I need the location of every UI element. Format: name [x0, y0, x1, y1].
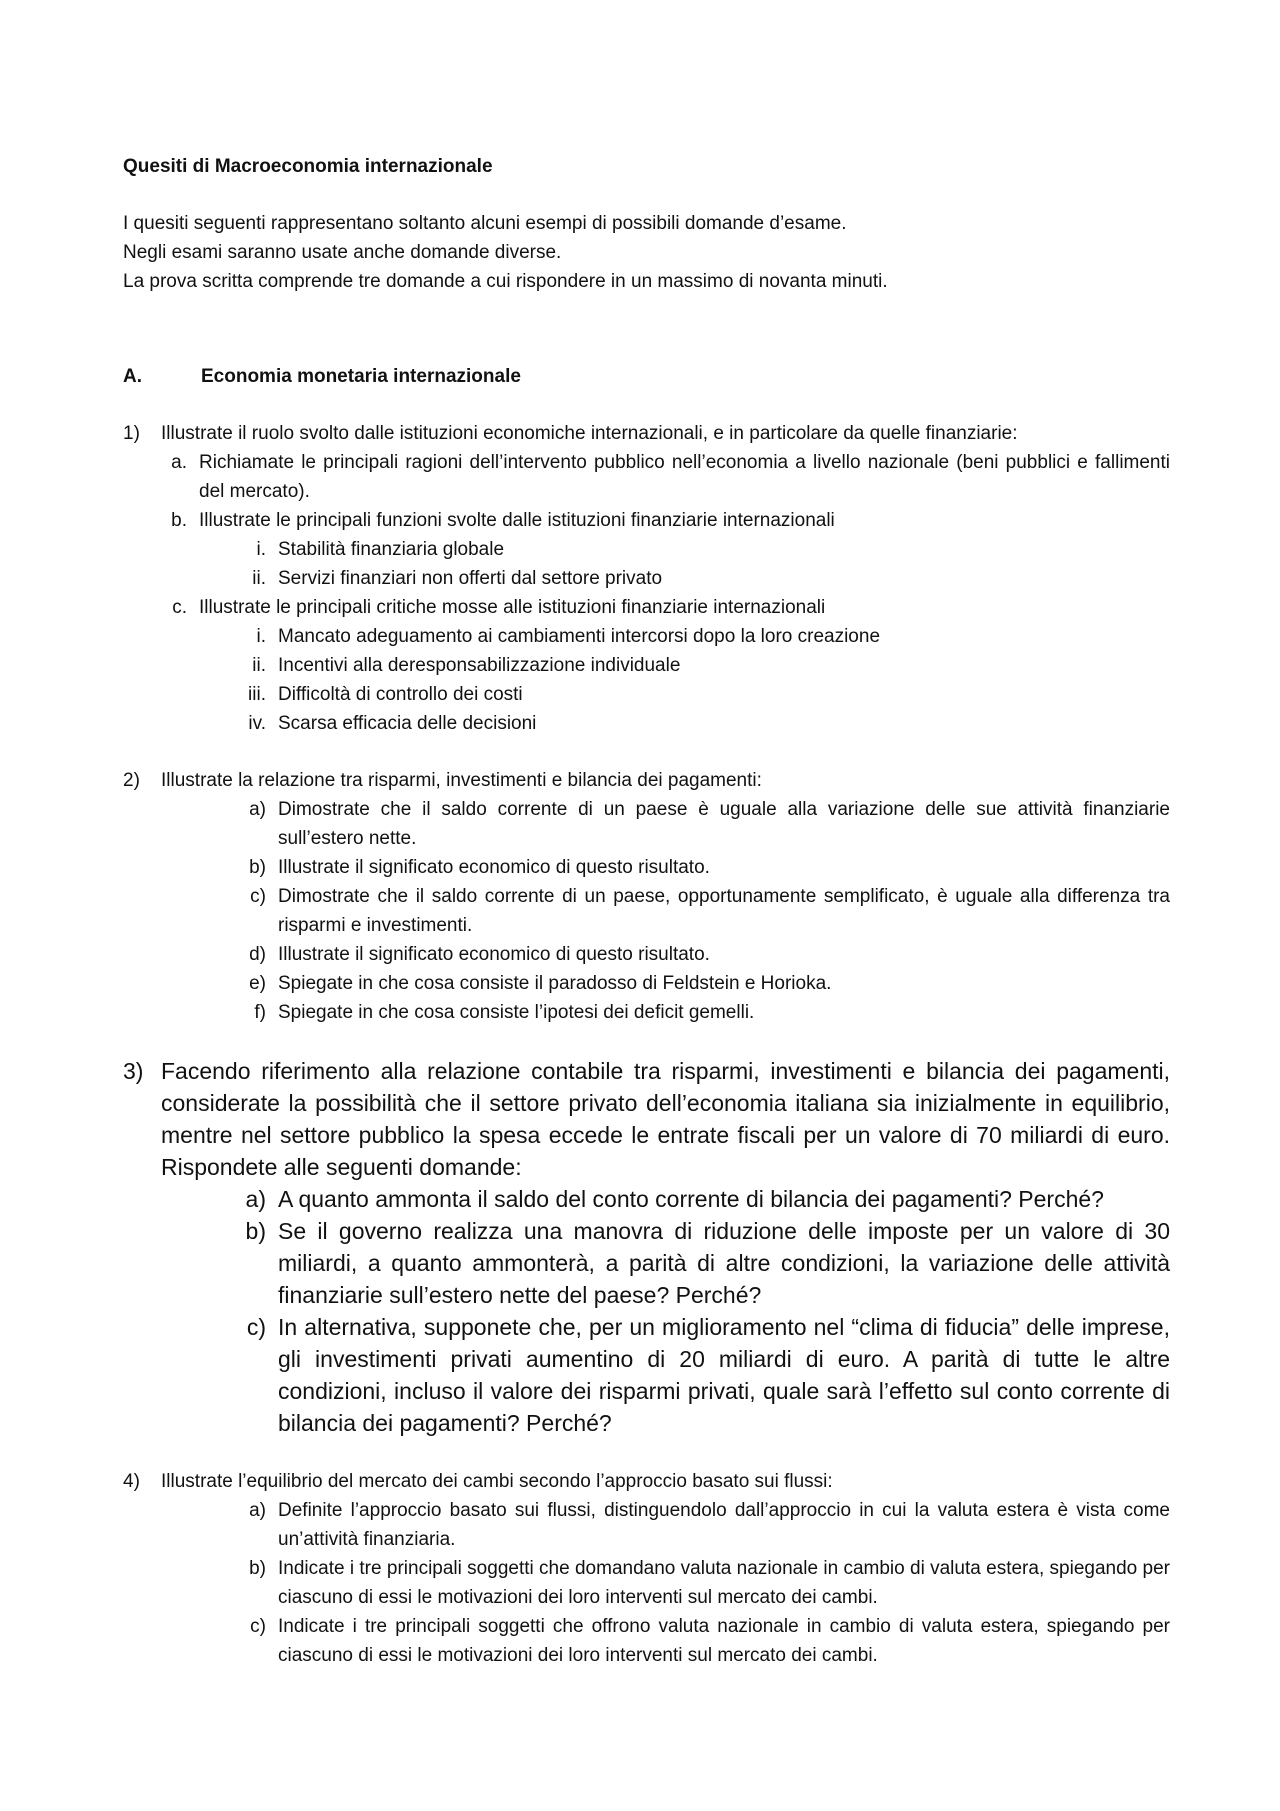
item-label: a) [249, 1500, 266, 1521]
question-text: Illustrate il ruolo svolto dalle istituzioni economiche internazionali, e in particolare da quelle finanziarie: [161, 423, 1018, 444]
item-text: Spiegate in che cosa consiste il paradosso di Feldstein e Horioka. [278, 973, 832, 994]
item-text: Richiamate le principali ragioni dell’intervento pubblico nell’economia a livello nazionale (beni pubblici e fallimenti del mercato). [199, 452, 1170, 502]
list-item [123, 795, 1170, 853]
item-label: a) [245, 1186, 266, 1212]
item-text: Definite l’approccio basato sui flussi, distinguendolo dall’approccio in cui la valuta estera è vista come un’attività finanziaria. [278, 1500, 1170, 1550]
item-label: c) [250, 1616, 266, 1637]
item-label: a. [171, 452, 187, 473]
item-text: Incentivi alla deresponsabilizzazione individuale [278, 655, 681, 676]
intro-line: Negli esami saranno usate anche domande diverse. [123, 242, 562, 263]
intro-line: I quesiti seguenti rappresentano soltanto alcuni esempi di possibili domande d’esame. [123, 213, 847, 234]
item-label: c) [250, 886, 266, 907]
item-text: Dimostrate che il saldo corrente di un paese è uguale alla variazione delle sue attività finanziarie sull’estero nette. [278, 799, 1170, 849]
item-text: Se il governo realizza una manovra di riduzione delle imposte per un valore di 30 miliardi, a quanto ammonterà, a parità di altre condizioni, la variazione delle attività finanziarie sull’estero nette del paese? Perché? [278, 1218, 1170, 1308]
item-text: A quanto ammonta il saldo del conto corrente di bilancia dei pagamenti? Perché? [278, 1186, 1104, 1212]
list-item [123, 1311, 1170, 1439]
item-label: b) [245, 1218, 266, 1244]
document-title: Quesiti di Macroeconomia internazionale [123, 156, 493, 177]
question-number: 3) [123, 1058, 144, 1084]
list-item [123, 940, 1170, 969]
item-label: c. [172, 597, 187, 618]
list-item [123, 1215, 1170, 1311]
item-label: b) [249, 1558, 266, 1579]
item-text: Illustrate le principali critiche mosse alle istituzioni finanziarie internazionali [199, 597, 826, 618]
item-label: c) [246, 1314, 266, 1340]
list-item [123, 1612, 1170, 1670]
question-3-block [123, 1055, 1170, 1439]
question-number: 1) [123, 423, 140, 444]
intro-line: La prova scritta comprende tre domande a cui rispondere in un massimo di novanta minuti. [123, 271, 888, 292]
question-number: 4) [123, 1471, 140, 1492]
item-label: b) [249, 857, 266, 878]
list-item [123, 853, 1170, 882]
item-label: ii. [252, 655, 266, 676]
list-item [123, 882, 1170, 940]
item-label: ii. [252, 568, 266, 589]
item-text: Spiegate in che cosa consiste l’ipotesi dei deficit gemelli. [278, 1002, 755, 1023]
item-label: i. [256, 626, 266, 647]
item-label: f) [254, 1002, 266, 1023]
item-label: b. [171, 510, 187, 531]
item-label: iii. [248, 684, 266, 705]
question-text: Illustrate l’equilibrio del mercato dei cambi secondo l’approccio basato sui flussi: [161, 1471, 833, 1492]
question-text: Facendo riferimento alla relazione contabile tra risparmi, investimenti e bilancia dei pagamenti, considerate la possibilità che il settore privato dell’economia italiana sia inizialmente in equilibrio, mentre nel settore pubblico la spesa eccede le entrate fiscali per un valore di 70 miliardi di euro. Rispondete alle seguenti domande: [161, 1058, 1170, 1180]
item-text: Mancato adeguamento ai cambiamenti intercorsi dopo la loro creazione [278, 626, 881, 647]
question-number: 2) [123, 770, 140, 791]
question-text: Illustrate la relazione tra risparmi, investimenti e bilancia dei pagamenti: [161, 770, 762, 791]
item-text: Stabilità finanziaria globale [278, 539, 505, 560]
item-text: Servizi finanziari non offerti dal settore privato [278, 568, 663, 589]
list-item [123, 1183, 1170, 1215]
item-label: i. [256, 539, 266, 560]
section-letter: A. [123, 366, 142, 387]
intro [123, 209, 1170, 296]
item-label: e) [249, 973, 266, 994]
item-text: Indicate i tre principali soggetti che offrono valuta nazionale in cambio di valuta estera, spiegando per ciascuno di essi le motivazioni dei loro interventi sul mercato dei cambi. [278, 1616, 1170, 1666]
question-4 [123, 1467, 1170, 1496]
item-text: Illustrate il significato economico di questo risultato. [278, 944, 710, 965]
item-text: Scarsa efficacia delle decisioni [278, 713, 537, 734]
list-item [123, 448, 1170, 506]
item-text: Dimostrate che il saldo corrente di un paese, opportunamente semplificato, è uguale alla differenza tra risparmi e investimenti. [278, 886, 1170, 936]
item-label: iv. [248, 713, 266, 734]
list-item [123, 998, 1170, 1027]
item-text: Difficoltà di controllo dei costi [278, 684, 523, 705]
list-item [123, 1554, 1170, 1612]
list-item [123, 564, 1170, 593]
list-item [123, 969, 1170, 998]
section-heading [123, 362, 1170, 391]
question-1 [123, 419, 1170, 448]
question-3 [123, 1055, 1170, 1183]
item-text: Illustrate il significato economico di questo risultato. [278, 857, 710, 878]
item-label: a) [249, 799, 266, 820]
list-item [123, 622, 1170, 651]
list-item [123, 680, 1170, 709]
list-item [123, 709, 1170, 738]
item-text: Illustrate le principali funzioni svolte dalle istituzioni finanziarie internazionali [199, 510, 835, 531]
list-item [123, 506, 1170, 535]
list-item [123, 535, 1170, 564]
item-text: In alternativa, supponete che, per un miglioramento nel “clima di fiducia” delle imprese, gli investimenti privati aumentino di 20 miliardi di euro. A parità di tutte le altre condizioni, incluso il valore dei risparmi privati, quale sarà l’effetto sul conto corrente di bilancia dei pagamenti? Perché? [278, 1314, 1170, 1436]
section-title: Economia monetaria internazionale [201, 366, 521, 387]
list-item [123, 651, 1170, 680]
list-item [123, 1496, 1170, 1554]
list-item [123, 593, 1170, 622]
item-text: Indicate i tre principali soggetti che domandano valuta nazionale in cambio di valuta estera, spiegando per ciascuno di essi le motivazioni dei loro interventi sul mercato dei cambi. [278, 1558, 1170, 1608]
item-label: d) [249, 944, 266, 965]
question-2 [123, 766, 1170, 795]
